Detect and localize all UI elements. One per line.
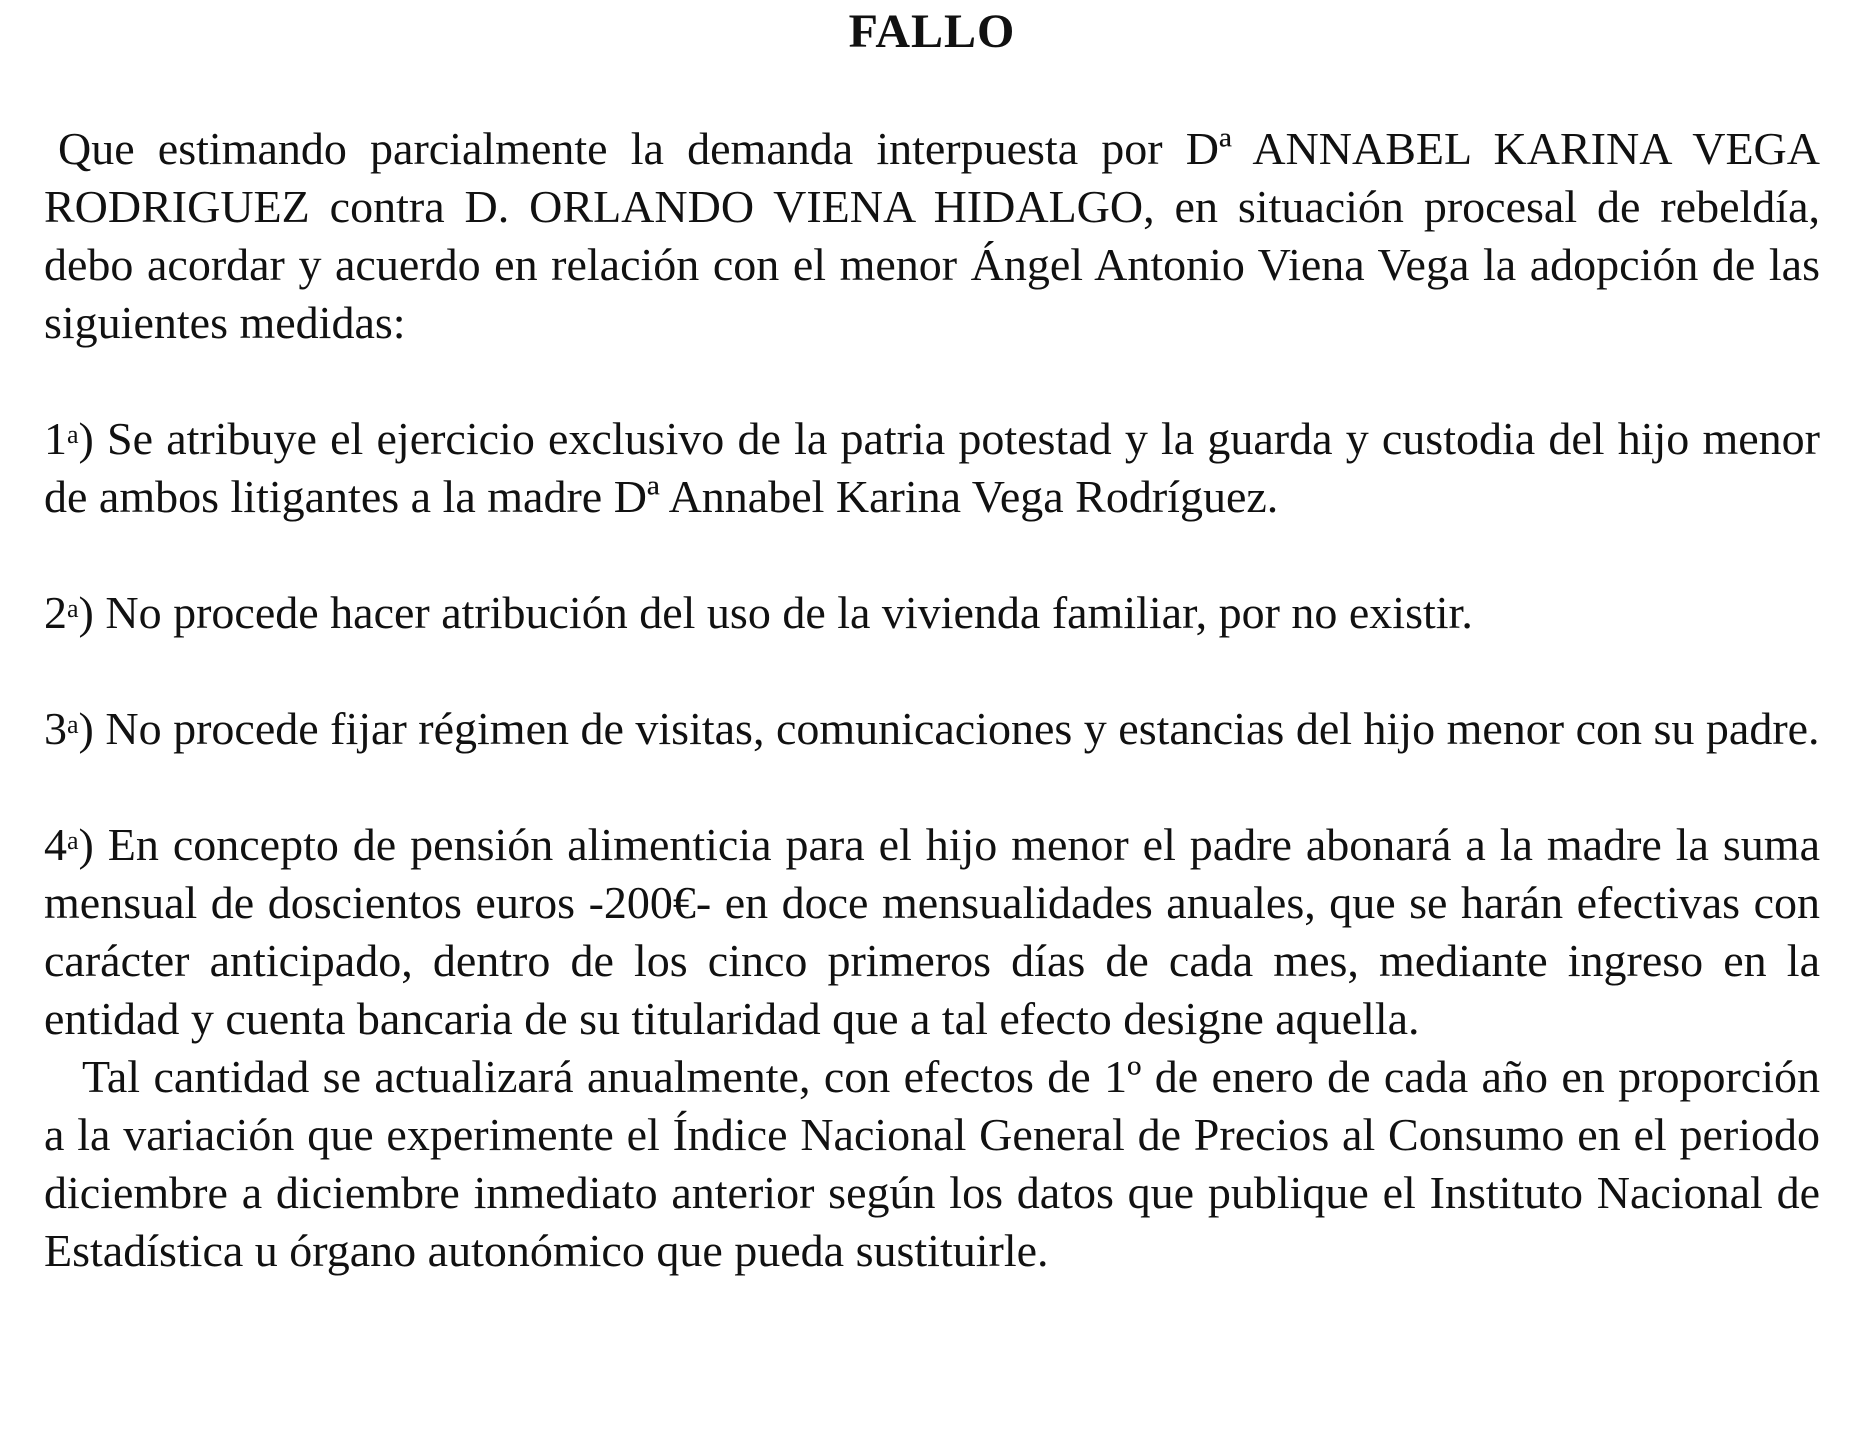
document-page (44, 0, 1820, 1280)
measure-3-text: ) No procede fijar régimen de visitas, comunicaciones y estancias del hijo menor con su padre. (78, 703, 1820, 754)
measure-3-number: 3 (44, 703, 67, 754)
measure-2 (44, 584, 1820, 642)
measure-2-text: ) No procede hacer atribución del uso de la vivienda familiar, por no existir. (78, 587, 1473, 638)
measure-4-number: 4 (44, 819, 67, 870)
measure-4-text: ) En concepto de pensión alimenticia para el hijo menor el padre abonará a la madre la suma mensual de doscientos euros -200€- en doce mensualidades anuales, que se harán efectivas con carácter anticipado, dentro de los cinco primeros días de cada mes, mediante ingreso en la entidad y cuenta bancaria de su titularidad que a tal efecto designe aquella. (44, 819, 1820, 1044)
measure-1-ordinal: a (67, 420, 79, 449)
measure-3 (44, 700, 1820, 758)
measure-1 (44, 410, 1820, 526)
document-title: FALLO (848, 5, 1016, 58)
measure-1-number: 1 (44, 413, 67, 464)
measure-4-ordinal: a (67, 826, 79, 855)
measure-2-ordinal: a (67, 594, 79, 623)
measure-1-text: ) Se atribuye el ejercicio exclusivo de la patria potestad y la guarda y custodia del hijo menor de ambos litigantes a la madre Dª Annabel Karina Vega Rodríguez. (44, 413, 1820, 522)
measure-3-ordinal: a (67, 710, 79, 739)
measure-4 (44, 816, 1820, 1048)
intro-paragraph: Que estimando parcialmente la demanda interpuesta por Dª ANNABEL KARINA VEGA RODRIGUEZ contra D. ORLANDO VIENA HIDALGO, en situación procesal de rebeldía, debo acordar y acuerdo en relación con el menor Ángel Antonio Viena Vega la adopción de las siguientes medidas: (44, 123, 1820, 348)
update-clause-paragraph: Tal cantidad se actualizará anualmente, con efectos de 1º de enero de cada año en proporción a la variación que experimente el Índice Nacional General de Precios al Consumo en el periodo diciembre a diciembre inmediato anterior según los datos que publique el Instituto Nacional de Estadística u órgano autonómico que pueda sustituirle. (44, 1051, 1820, 1276)
measure-2-number: 2 (44, 587, 67, 638)
